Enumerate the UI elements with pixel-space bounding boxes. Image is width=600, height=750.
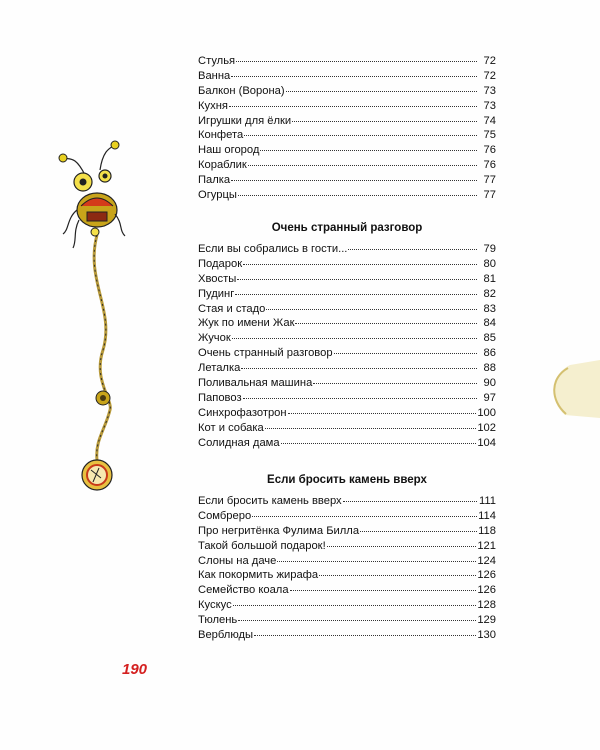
toc-entry-title: Кухня (198, 99, 228, 112)
toc-entry-page: 76 (483, 144, 496, 157)
toc-entry-page: 88 (483, 362, 496, 375)
toc-entry-title: Синхрофазотрон (198, 406, 287, 419)
toc-entry-title: Паповоз (198, 391, 242, 404)
page-edge-ornament (540, 360, 600, 420)
toc-entry-page: 72 (483, 55, 496, 67)
toc-entry-page: 126 (477, 569, 496, 582)
toc-entry-title: Поливальная машина (198, 377, 313, 390)
toc-section-3 (198, 493, 496, 642)
toc-entry-page: 85 (483, 332, 496, 345)
toc-entry-page: 77 (483, 174, 496, 187)
toc-entry-title: Огурцы (198, 189, 237, 202)
toc-entry-title: Сомбреро (198, 509, 252, 522)
toc-entry-page: 118 (478, 524, 496, 537)
toc-entry-title: Жучок (198, 332, 231, 345)
toc-entry-page: 100 (477, 406, 496, 419)
toc-entry-title: Кускус (198, 599, 232, 612)
toc-entry-title: Если вы собрались в гости... (198, 243, 348, 255)
toc-entry-title: Ванна (198, 69, 231, 82)
toc-entry-page: 126 (477, 584, 496, 597)
toc-entry-title: Подарок (198, 257, 243, 270)
toc-entry-page: 76 (483, 159, 496, 172)
toc-entry-page: 73 (483, 84, 496, 97)
toc-entry-title: Жук по имени Жак (198, 317, 295, 330)
toc-entry-title: Кот и собака (198, 421, 264, 434)
toc-entry-page: 121 (477, 539, 496, 552)
toc-entry-page: 124 (477, 554, 496, 567)
toc-entry-page: 129 (477, 614, 496, 627)
toc-section-1 (198, 53, 496, 202)
toc-entry-title: Солидная дама (198, 436, 280, 449)
toc-entry-title: Тюлень (198, 614, 238, 627)
toc-entry-title: Игрушки для ёлки (198, 114, 292, 127)
toc-entry-title: Как покормить жирафа (198, 569, 319, 582)
toc-entry-page: 90 (483, 377, 496, 390)
toc-entry-title: Такой большой подарок! (198, 539, 326, 552)
toc-entry-title: Про негритёнка Фулима Билла (198, 524, 360, 537)
toc-entry-title: Палка (198, 174, 231, 187)
section-heading: Если бросить камень вверх (267, 474, 427, 486)
toc-entry[interactable] (198, 187, 496, 202)
toc-entry-page: 72 (483, 69, 496, 82)
toc-entry[interactable] (198, 435, 496, 450)
toc-entry-page: 75 (483, 129, 496, 142)
toc-entry-page: 83 (483, 302, 496, 315)
toc-entry-title: Пудинг (198, 287, 235, 300)
toc-entry-page: 86 (483, 347, 496, 360)
toc-entry-title: Верблюды (198, 629, 254, 642)
toc-entry-page: 79 (483, 243, 496, 255)
toc-entry-page: 97 (483, 391, 496, 404)
toc-entry-page: 104 (477, 436, 496, 449)
toc-entry-page: 111 (478, 495, 496, 507)
toc-entry-page: 84 (483, 317, 496, 330)
toc-entry-title: Кораблик (198, 159, 247, 172)
toc-entry-page: 128 (477, 599, 496, 612)
toc-entry-page: 81 (483, 272, 496, 285)
page-number: 190 (122, 661, 148, 678)
toc-entry-page: 130 (477, 629, 496, 642)
toc-entry-title: Стулья (198, 55, 236, 67)
toc-entry[interactable] (198, 627, 496, 642)
section-heading: Очень странный разговор (271, 222, 423, 234)
toc-entry-page: 82 (483, 287, 496, 300)
toc-entry-title: Конфета (198, 129, 244, 142)
toc-entry-page: 74 (483, 114, 496, 127)
toc-entry-page: 80 (483, 257, 496, 270)
toc-entry-title: Стая и стадо (198, 302, 266, 315)
toc-entry-title: Семейство коала (198, 584, 289, 597)
bug-illustration-icon (55, 140, 135, 500)
toc-entry-title: Балкон (Ворона) (198, 84, 285, 97)
toc-entry-page: 77 (483, 189, 496, 202)
toc-entry-title: Очень странный разговор (198, 347, 333, 360)
toc-entry-page: 102 (477, 421, 496, 434)
toc-entry-title: Хвосты (198, 272, 237, 285)
toc-entry-page: 73 (483, 99, 496, 112)
toc-section-2 (198, 241, 496, 449)
toc-entry-title: Леталка (198, 362, 241, 375)
toc-entry-title: Слоны на даче (198, 554, 277, 567)
toc-entry-title: Наш огород (198, 144, 260, 157)
toc-entry-page: 114 (478, 509, 496, 522)
toc-entry-title: Если бросить камень вверх (198, 495, 342, 507)
